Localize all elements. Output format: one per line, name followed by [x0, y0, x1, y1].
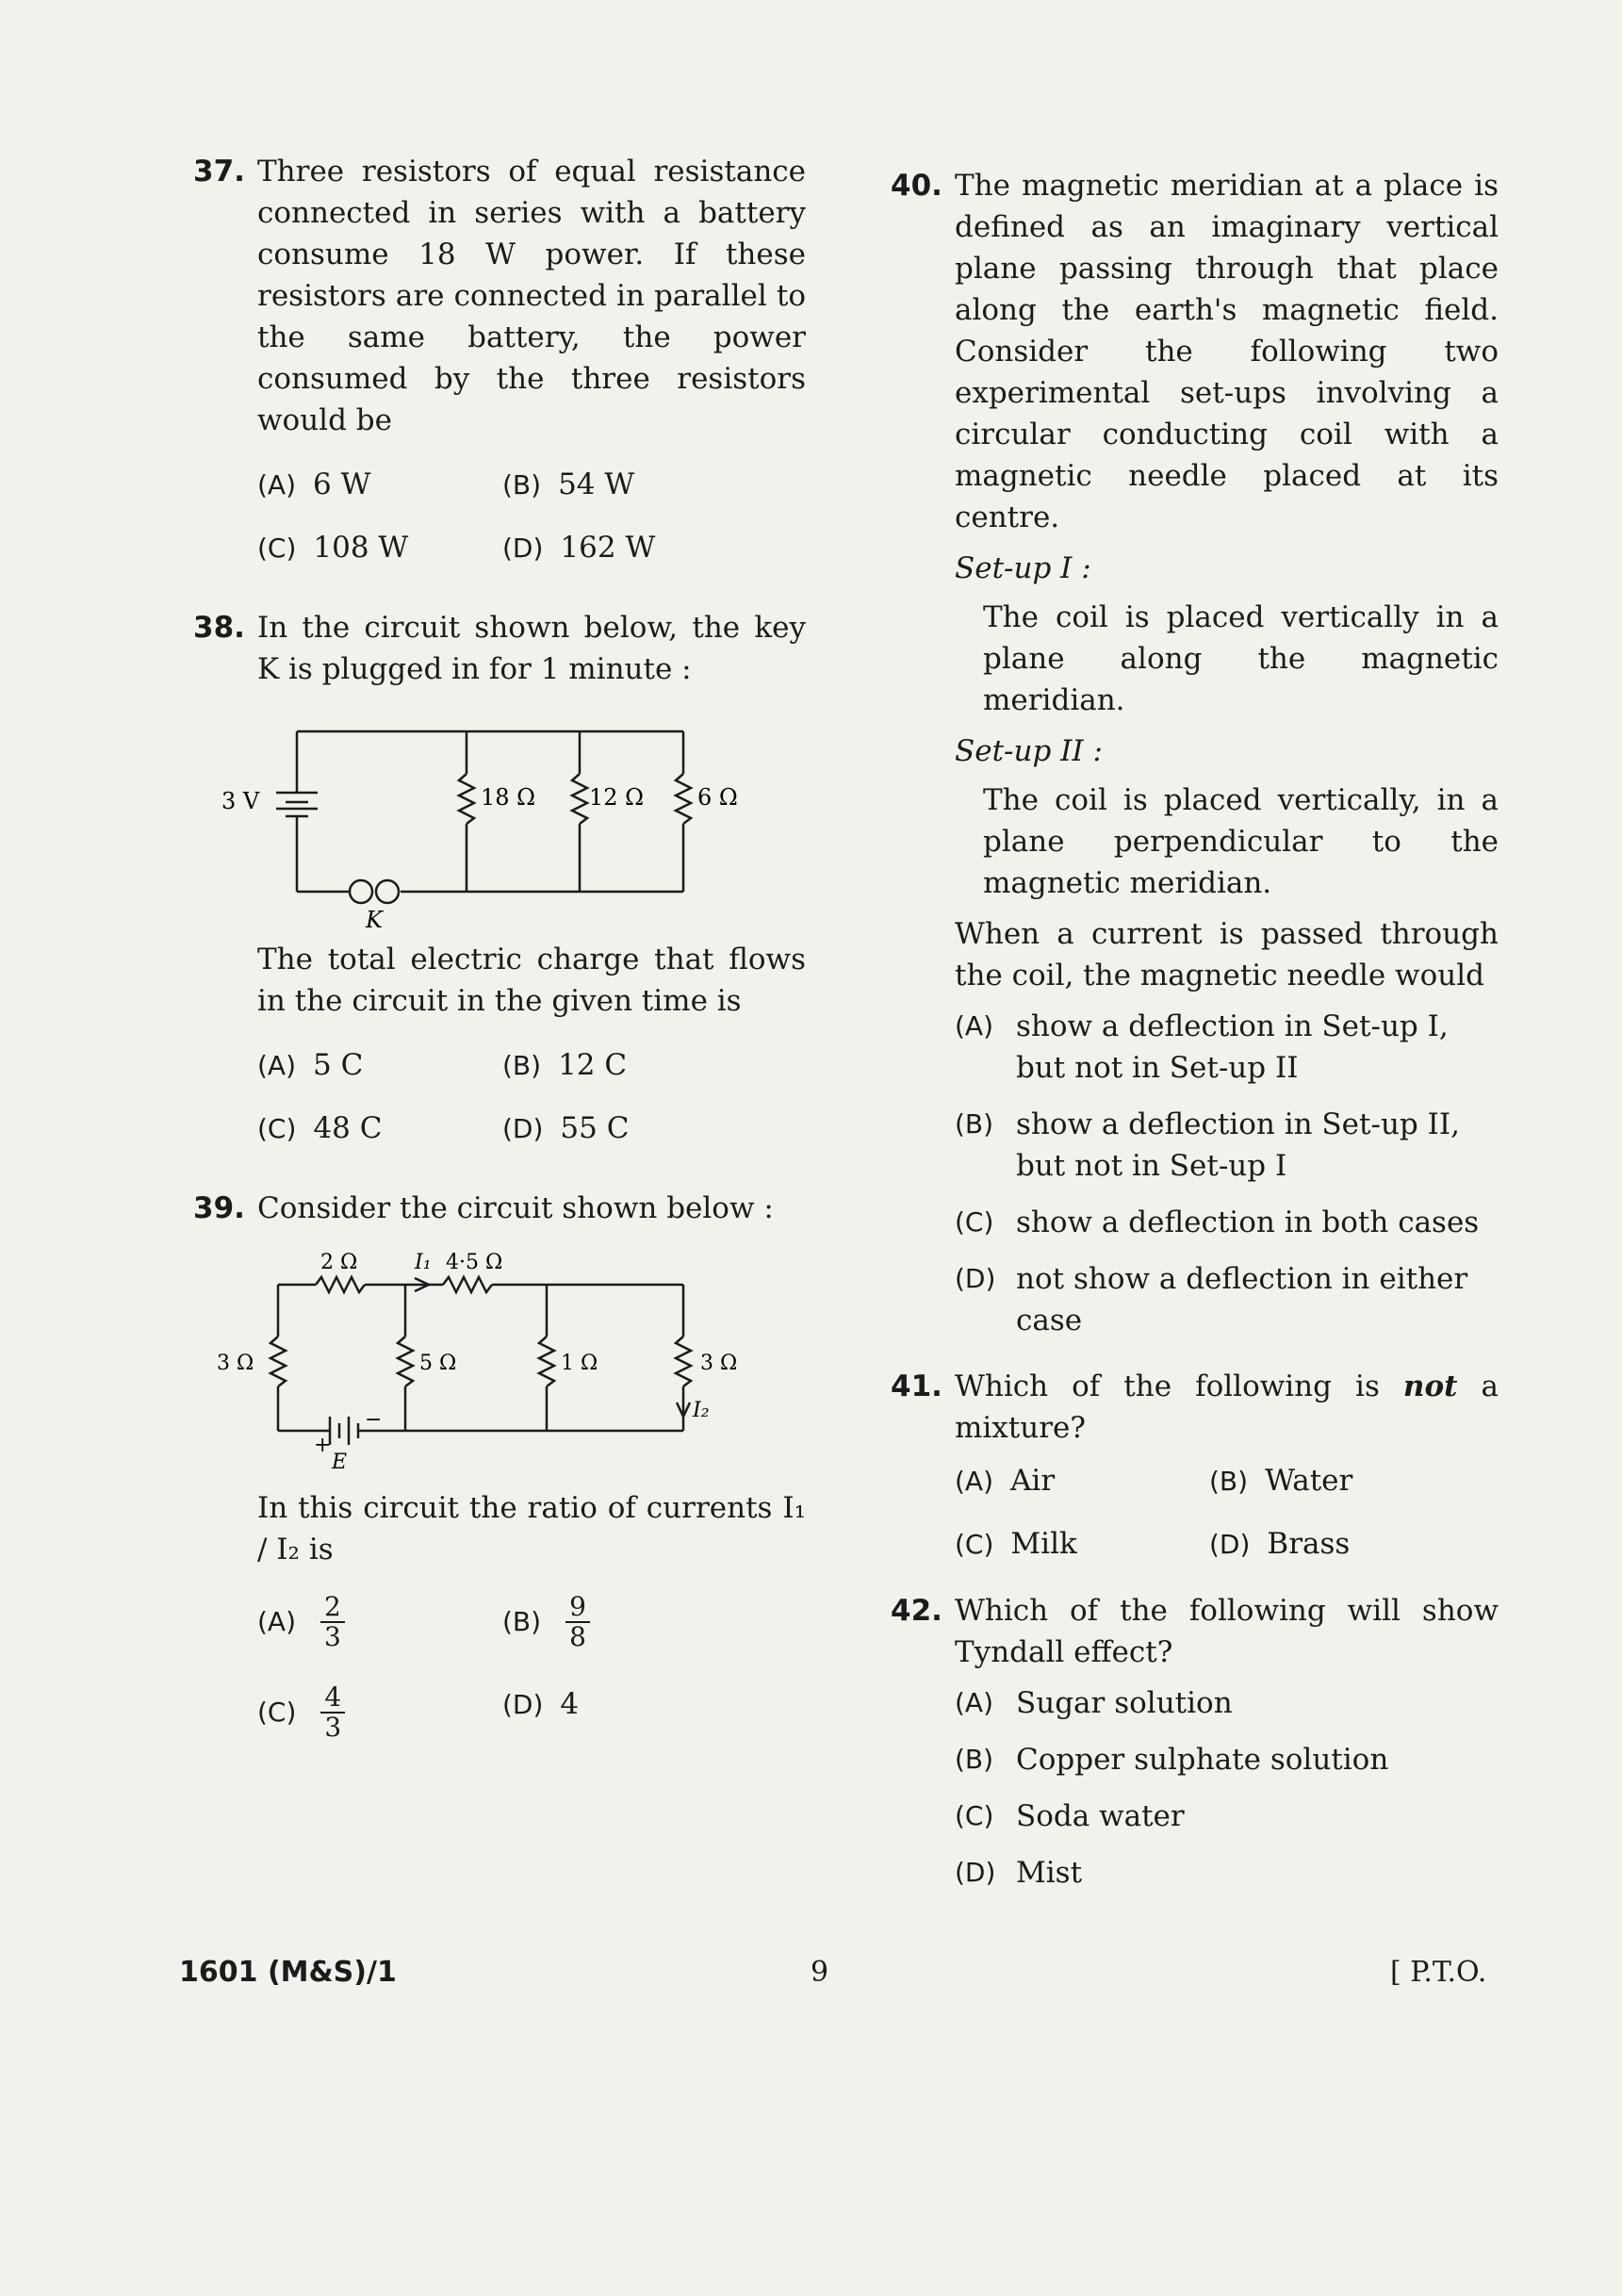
please-turn-over: [ P.T.O.: [1390, 1956, 1487, 1989]
circuit-diagram-38: [193, 703, 796, 929]
fraction: $\frac{2}{3}$: [320, 1593, 345, 1651]
resistor-label-mid2: 1 Ω: [561, 1352, 598, 1375]
option-b: (B) 12 C: [502, 1048, 628, 1082]
question-39: [193, 1188, 806, 1742]
option-c: (C) Soda water: [955, 1799, 1185, 1833]
options-grid: [257, 1044, 806, 1150]
question-followup: In this circuit the ratio of currents I₁ / I₂ is: [257, 1491, 806, 1566]
option-b: (B) $\frac{9}{8}$: [502, 1593, 747, 1651]
current-label-i2: I₂: [693, 1399, 710, 1422]
option-d: (D) Brass: [1209, 1527, 1351, 1561]
question-followup: When a current is passed through the coil, the magnetic needle would: [955, 917, 1499, 992]
question-number: 42.: [891, 1594, 942, 1628]
right-column: [891, 165, 1499, 1931]
resistor-label-left: 3 Ω: [217, 1352, 254, 1375]
cell-minus: −: [365, 1408, 383, 1432]
key-label: K: [366, 907, 383, 929]
question-number: 37.: [193, 155, 245, 189]
option-a: (A) 6 W: [257, 467, 371, 501]
resistor-label-right: 3 Ω: [700, 1352, 738, 1375]
battery-label: 3 V: [221, 788, 260, 814]
question-number: 38.: [193, 611, 245, 645]
resistor-label-2: 12 Ω: [589, 784, 645, 811]
page-number: 9: [811, 1956, 829, 1989]
question-number: 39.: [193, 1191, 245, 1225]
option-d: (D) not show a deflection in either case: [955, 1262, 1468, 1337]
option-d: (D) 55 C: [502, 1111, 630, 1145]
option-d: (D) Mist: [955, 1856, 1083, 1890]
question-41: [891, 1366, 1499, 1566]
setup-2-title: Set-up II :: [955, 734, 1103, 768]
paper-code: 1601 (M&S)/1: [179, 1956, 397, 1989]
question-42: [891, 1590, 1499, 1894]
question-stem: In the circuit shown below, the key K is plugged in for 1 minute :: [257, 611, 806, 686]
resistor-label-top2: 4·5 Ω: [446, 1251, 503, 1274]
question-stem: Consider the circuit shown below :: [257, 1191, 774, 1225]
question-number: 40.: [891, 169, 942, 203]
setup-1-title: Set-up I :: [955, 551, 1091, 585]
option-c: (C) 108 W: [257, 531, 409, 565]
option-c: (C) show a deflection in both cases: [955, 1205, 1480, 1239]
question-stem: Which of the following is not a mixture?: [955, 1369, 1499, 1445]
options-list: [955, 1682, 1499, 1894]
question-followup: The total electric charge that flows in the circuit in the given time is: [257, 943, 806, 1018]
current-label-i1: I₁: [415, 1251, 432, 1274]
option-d: (D) 162 W: [502, 531, 656, 565]
options-list: [955, 1006, 1499, 1341]
question-number: 41.: [891, 1369, 942, 1403]
question-38: [193, 607, 806, 1150]
circuit-diagram-39: [193, 1242, 796, 1478]
fraction: $\frac{4}{3}$: [320, 1683, 345, 1742]
question-stem: The magnetic meridian at a place is defined as an imaginary vertical plane passing through that place along the earth's magnetic field. Consider the following two experimental set-ups involving a circular conducting coil with a magnetic needle placed at its centre.: [955, 169, 1499, 534]
option-c: (C) 48 C: [257, 1111, 383, 1145]
options-grid: [257, 1593, 806, 1742]
option-c: (C) $\frac{4}{3}$: [257, 1683, 502, 1742]
option-d: (D) 4: [502, 1687, 580, 1721]
resistor-label-top1: 2 Ω: [320, 1251, 358, 1274]
option-c: (C) Milk: [955, 1527, 1077, 1561]
option-a: (A) $\frac{2}{3}$: [257, 1593, 502, 1651]
setup-1-text: The coil is placed vertically in a plane along the magnetic meridian.: [983, 600, 1499, 717]
options-grid: [955, 1460, 1499, 1566]
cell-plus: +: [314, 1434, 332, 1457]
resistor-label-1: 18 Ω: [481, 784, 536, 811]
resistor-label-3: 6 Ω: [697, 784, 738, 811]
options-grid: [257, 464, 806, 569]
resistor-label-mid1: 5 Ω: [419, 1352, 457, 1375]
option-b: (B) Water: [1209, 1464, 1353, 1498]
option-b: (B) Copper sulphate solution: [955, 1743, 1389, 1777]
setup-2-text: The coil is placed vertically, in a plane perpendicular to the magnetic meridian.: [983, 783, 1499, 900]
question-37: [193, 151, 806, 569]
left-column: [193, 151, 806, 1779]
question-stem: Three resistors of equal resistance connected in series with a battery consume 18 W power. If these resistors are connected in parallel to the same battery, the power consumed by the three resistors would be: [257, 155, 806, 437]
option-a: (A) Sugar solution: [955, 1686, 1233, 1720]
option-b: (B) 54 W: [502, 467, 635, 501]
option-a: (A) show a deflection in Set-up I, but not in Set-up II: [955, 1009, 1449, 1085]
question-40: [891, 165, 1499, 1341]
emphasis-not: not: [1402, 1369, 1458, 1403]
option-a: (A) 5 C: [257, 1048, 364, 1082]
question-stem: Which of the following will show Tyndall effect?: [955, 1594, 1499, 1669]
option-b: (B) show a deflection in Set-up II, but not in Set-up I: [955, 1107, 1460, 1183]
option-a: (A) Air: [955, 1464, 1056, 1498]
fraction: $\frac{9}{8}$: [565, 1593, 590, 1651]
emf-label: E: [332, 1451, 348, 1474]
